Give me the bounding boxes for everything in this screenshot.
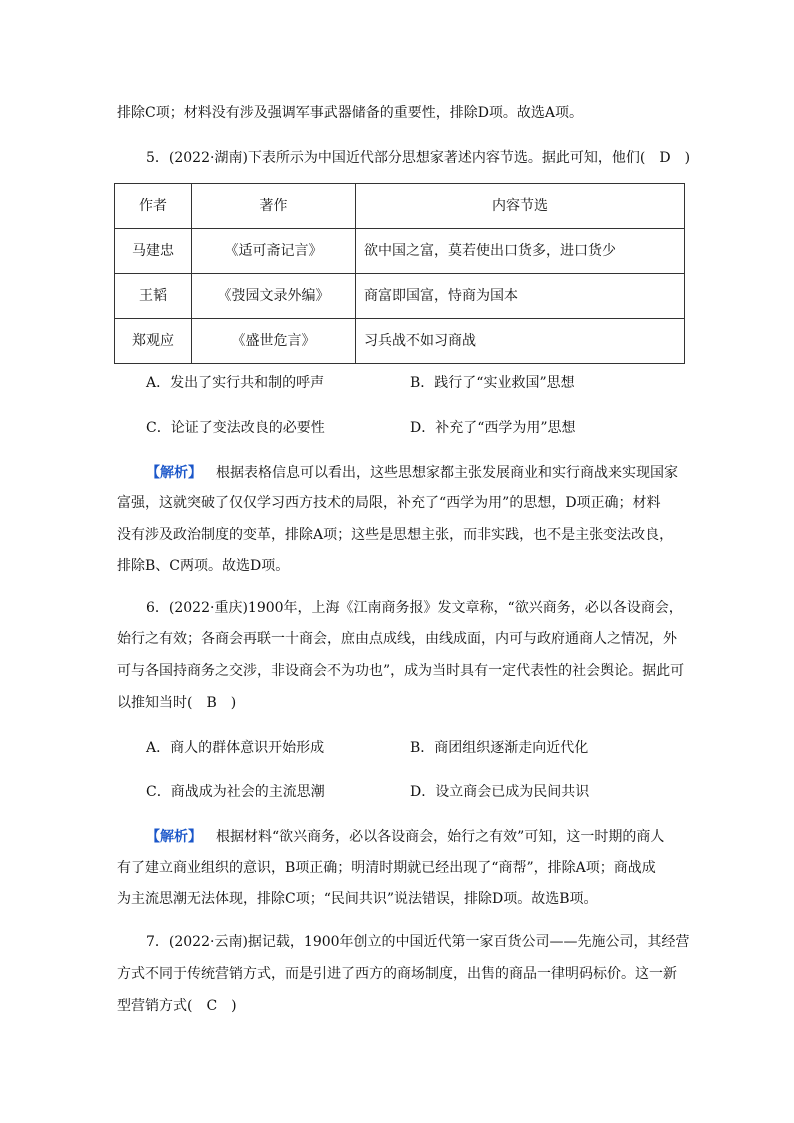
question-6-line-3: 可与各国持商务之交涉，非设商会不为功也”，成为当时具有一定代表性的社会舆论。据此可	[117, 663, 685, 679]
analysis-5-line-2: 富强，这就突破了仅仅学习西方技术的局限，补充了“西学为用”的思想，D项正确；材料	[117, 495, 661, 511]
table-header-excerpt: 内容节选	[356, 184, 685, 229]
q5-option-d: D．补充了“西学为用”思想	[410, 420, 576, 436]
analysis-5-line-1	[146, 463, 678, 483]
analysis-6-line-1	[146, 827, 664, 847]
table-cell-work: 《弢园文录外编》	[192, 274, 356, 319]
table-header-row	[115, 184, 685, 229]
question-7-line-1: 7．(2022·云南)据记载，1900年创立的中国近代第一家百货公司——先施公司，其经营	[146, 934, 690, 950]
analysis-tag: 【解析】	[146, 465, 202, 481]
table-header-work: 著作	[192, 184, 356, 229]
analysis-6-line-3: 为主流思潮无法体现，排除C项；“民间共识”说法错误，排除D项。故选B项。	[117, 891, 598, 907]
analysis-5-line-3: 没有涉及政治制度的变革，排除A项；这些是思想主张，而非实践，也不是主张变法改良，	[117, 527, 674, 543]
question-5-stem: 5．(2022·湖南)下表所示为中国近代部分思想家著述内容节选。据此可知，他们( D )	[146, 150, 691, 166]
table-cell-author: 马建忠	[115, 229, 192, 274]
q6-option-a: A．商人的群体意识开始形成	[146, 740, 325, 756]
thinkers-table	[114, 183, 685, 364]
table-cell-author: 王韬	[115, 274, 192, 319]
q5-option-b: B．践行了“实业救国”思想	[410, 375, 575, 391]
table-cell-excerpt: 商富即国富，恃商为国本	[356, 274, 685, 319]
table-cell-author: 郑观应	[115, 319, 192, 364]
table-cell-excerpt: 欲中国之富，莫若使出口货多，进口货少	[356, 229, 685, 274]
analysis-6-line-2: 有了建立商业组织的意识，B项正确；明清时期就已经出现了“商帮”，排除A项；商战成	[117, 860, 656, 876]
table-cell-excerpt: 习兵战不如习商战	[356, 319, 685, 364]
table-cell-work: 《盛世危言》	[192, 319, 356, 364]
q6-option-c: C．商战成为社会的主流思潮	[146, 784, 325, 800]
table-row	[115, 274, 685, 319]
question-7-line-3: 型营销方式( C )	[117, 998, 237, 1014]
table-header-author: 作者	[115, 184, 192, 229]
question-7-line-2: 方式不同于传统营销方式，而是引进了西方的商场制度，出售的商品一律明码标价。这一新	[117, 966, 677, 982]
question-6-line-2: 始行之有效；各商会再联一十商会，庶由点成线，由线成面，内可与政府通商人之情况，外	[117, 631, 677, 647]
answer-continuation: 排除C项；材料没有涉及强调军事武器储备的重要性，排除D项。故选A项。	[117, 105, 584, 121]
q5-option-c: C．论证了变法改良的必要性	[146, 420, 325, 436]
table-row	[115, 319, 685, 364]
q6-option-b: B．商团组织逐渐走向近代化	[410, 740, 589, 756]
q5-option-a: A．发出了实行共和制的呼声	[146, 375, 325, 391]
analysis-5-line-4: 排除B、C两项。故选D项。	[117, 558, 290, 574]
analysis-tag: 【解析】	[146, 829, 202, 845]
analysis-text: 根据材料“欲兴商务，必以各设商会，始行之有效”可知，这一时期的商人	[216, 829, 665, 845]
question-6-line-1: 6．(2022·重庆)1900年，上海《江南商务报》发文章称，“欲兴商务，必以各设商会，	[146, 600, 683, 616]
table-cell-work: 《适可斋记言》	[192, 229, 356, 274]
q6-option-d: D．设立商会已成为民间共识	[410, 784, 590, 800]
table-row	[115, 229, 685, 274]
question-6-line-4: 以推知当时( B )	[117, 695, 237, 711]
analysis-text: 根据表格信息可以看出，这些思想家都主张发展商业和实行商战来实现国家	[216, 465, 678, 481]
